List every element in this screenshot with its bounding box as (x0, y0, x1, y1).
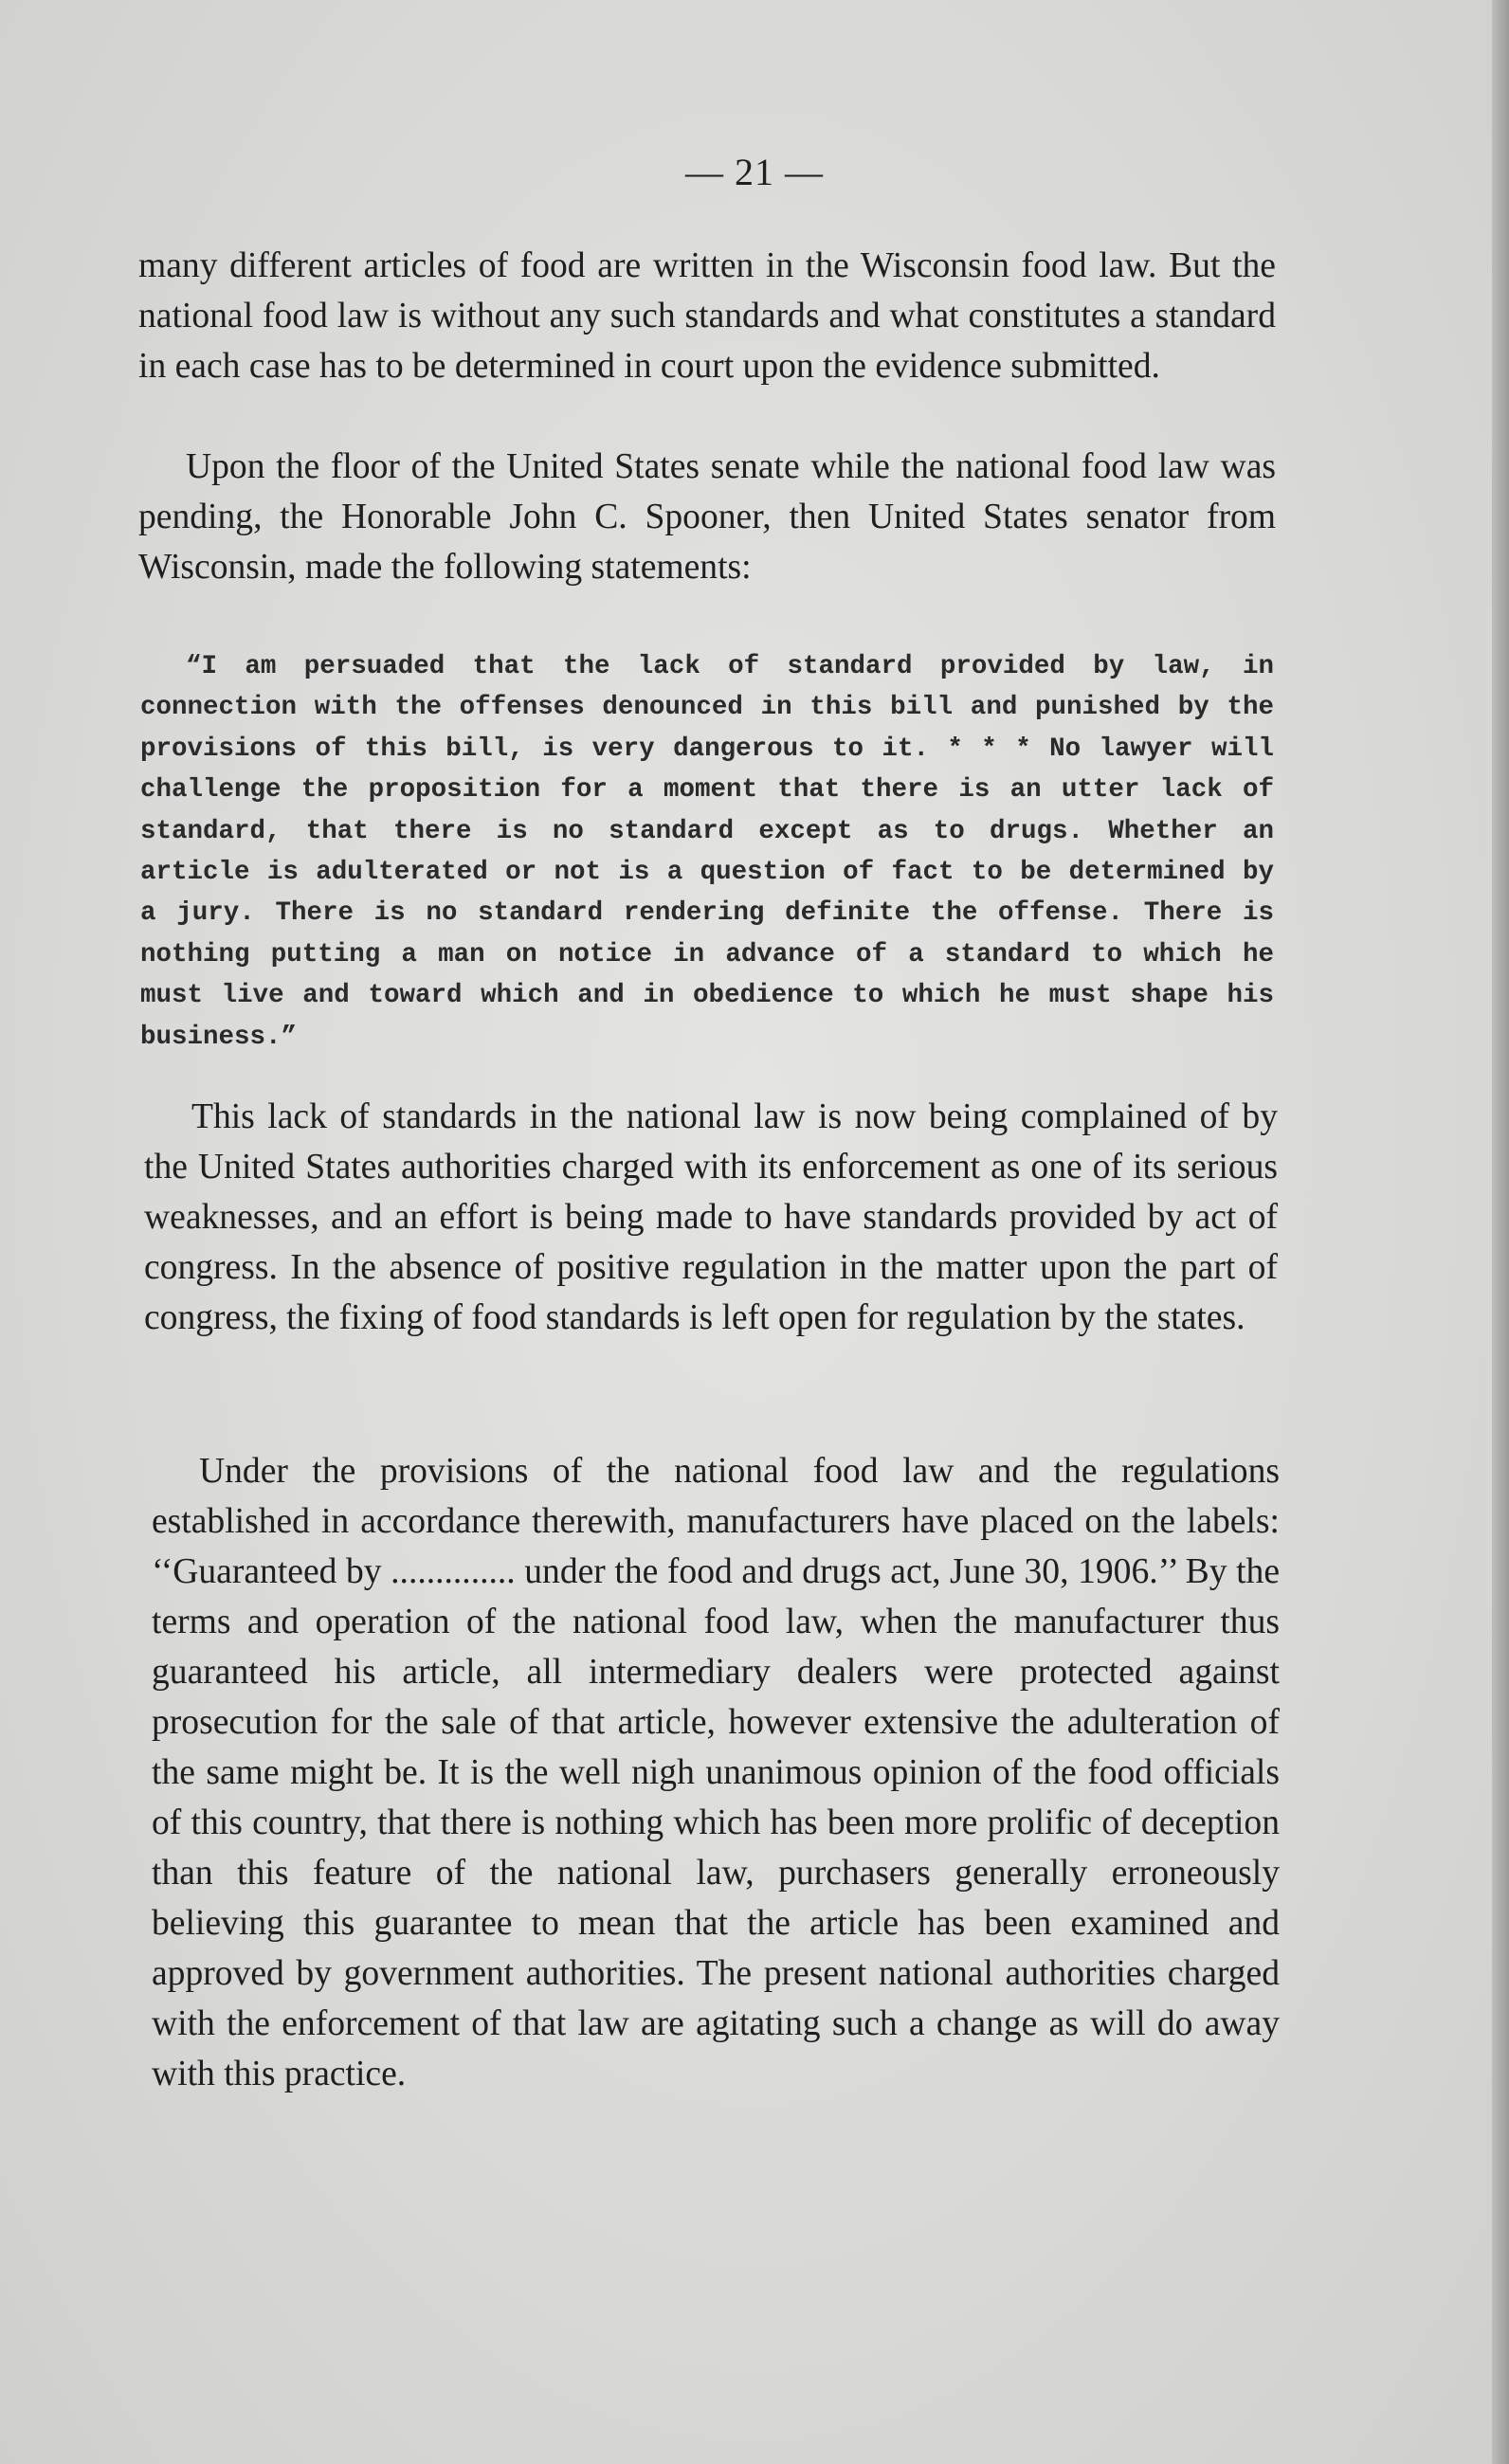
page-edge-shadow (1492, 0, 1509, 2464)
paragraph-text: Under the provisions of the national food law and the regulations established in accordance therewith, manufacturers have placed on the labels: ‘‘Guaranteed by .............. under the food and drugs act, June 30, 1906.’’ By the terms and operation of the national food law, when the manufacturer thus guaranteed his article, all intermediary dealers were protected against prosecution for the sale of that article, however extensive the adulteration of the same might be. It is the well nigh unanimous opinion of the food officials of this country, that there is nothing which has been more prolific of deception than this feature of the national law, purchasers generally erroneously believing this guarantee to mean that the article has been examined and approved by government authorities. The present national authorities charged with the enforcement of that law are agitating such a change as will do away with this practice. (152, 1452, 1280, 2093)
paragraph-text: Upon the floor of the United States senate while the national food law was pending, the Honorable John C. Spooner, then United States senator from Wisconsin, made the following statements: (138, 447, 1276, 587)
paragraph-guarantee-labels (152, 1446, 1280, 2099)
page-number: — 21 — (685, 151, 824, 193)
paragraph-text: This lack of standards in the national law is now being complained of by the United States authorities charged with its enforcement as one of its serious weaknesses, and an effort is being made to have standards provided by act of congress. In the absence of positive regulation in the matter upon the part of congress, the fixing of food standards is left open for regulation by the states. (144, 1097, 1278, 1337)
paragraph-lack-of-standards (144, 1092, 1278, 1343)
block-quote-spooner: “I am persuaded that the lack of standard provided by law, in connection with the offenses denounced in this bill and punished by the provisions of this bill, is very dangerous to it. * * * No lawyer will challenge the proposition for a moment that there is an utter lack of standard, that there is no standard except as to drugs. Whether an article is adulterated or not is a question of fact to be determined by a jury. There is no standard rendering definite the offense. There is nothing putting a man on notice in advance of a standard to which he must live and toward which and in obedience to which he must shape his business.” (140, 652, 1274, 1052)
paragraph-continuation (138, 241, 1276, 391)
paragraph-spooner-intro (138, 442, 1276, 592)
paragraph-text: many different articles of food are written in the Wisconsin food law. But the national food law is without any such standards and what constitutes a standard in each case has to be determined in court upon the evidence submitted. (138, 246, 1276, 386)
